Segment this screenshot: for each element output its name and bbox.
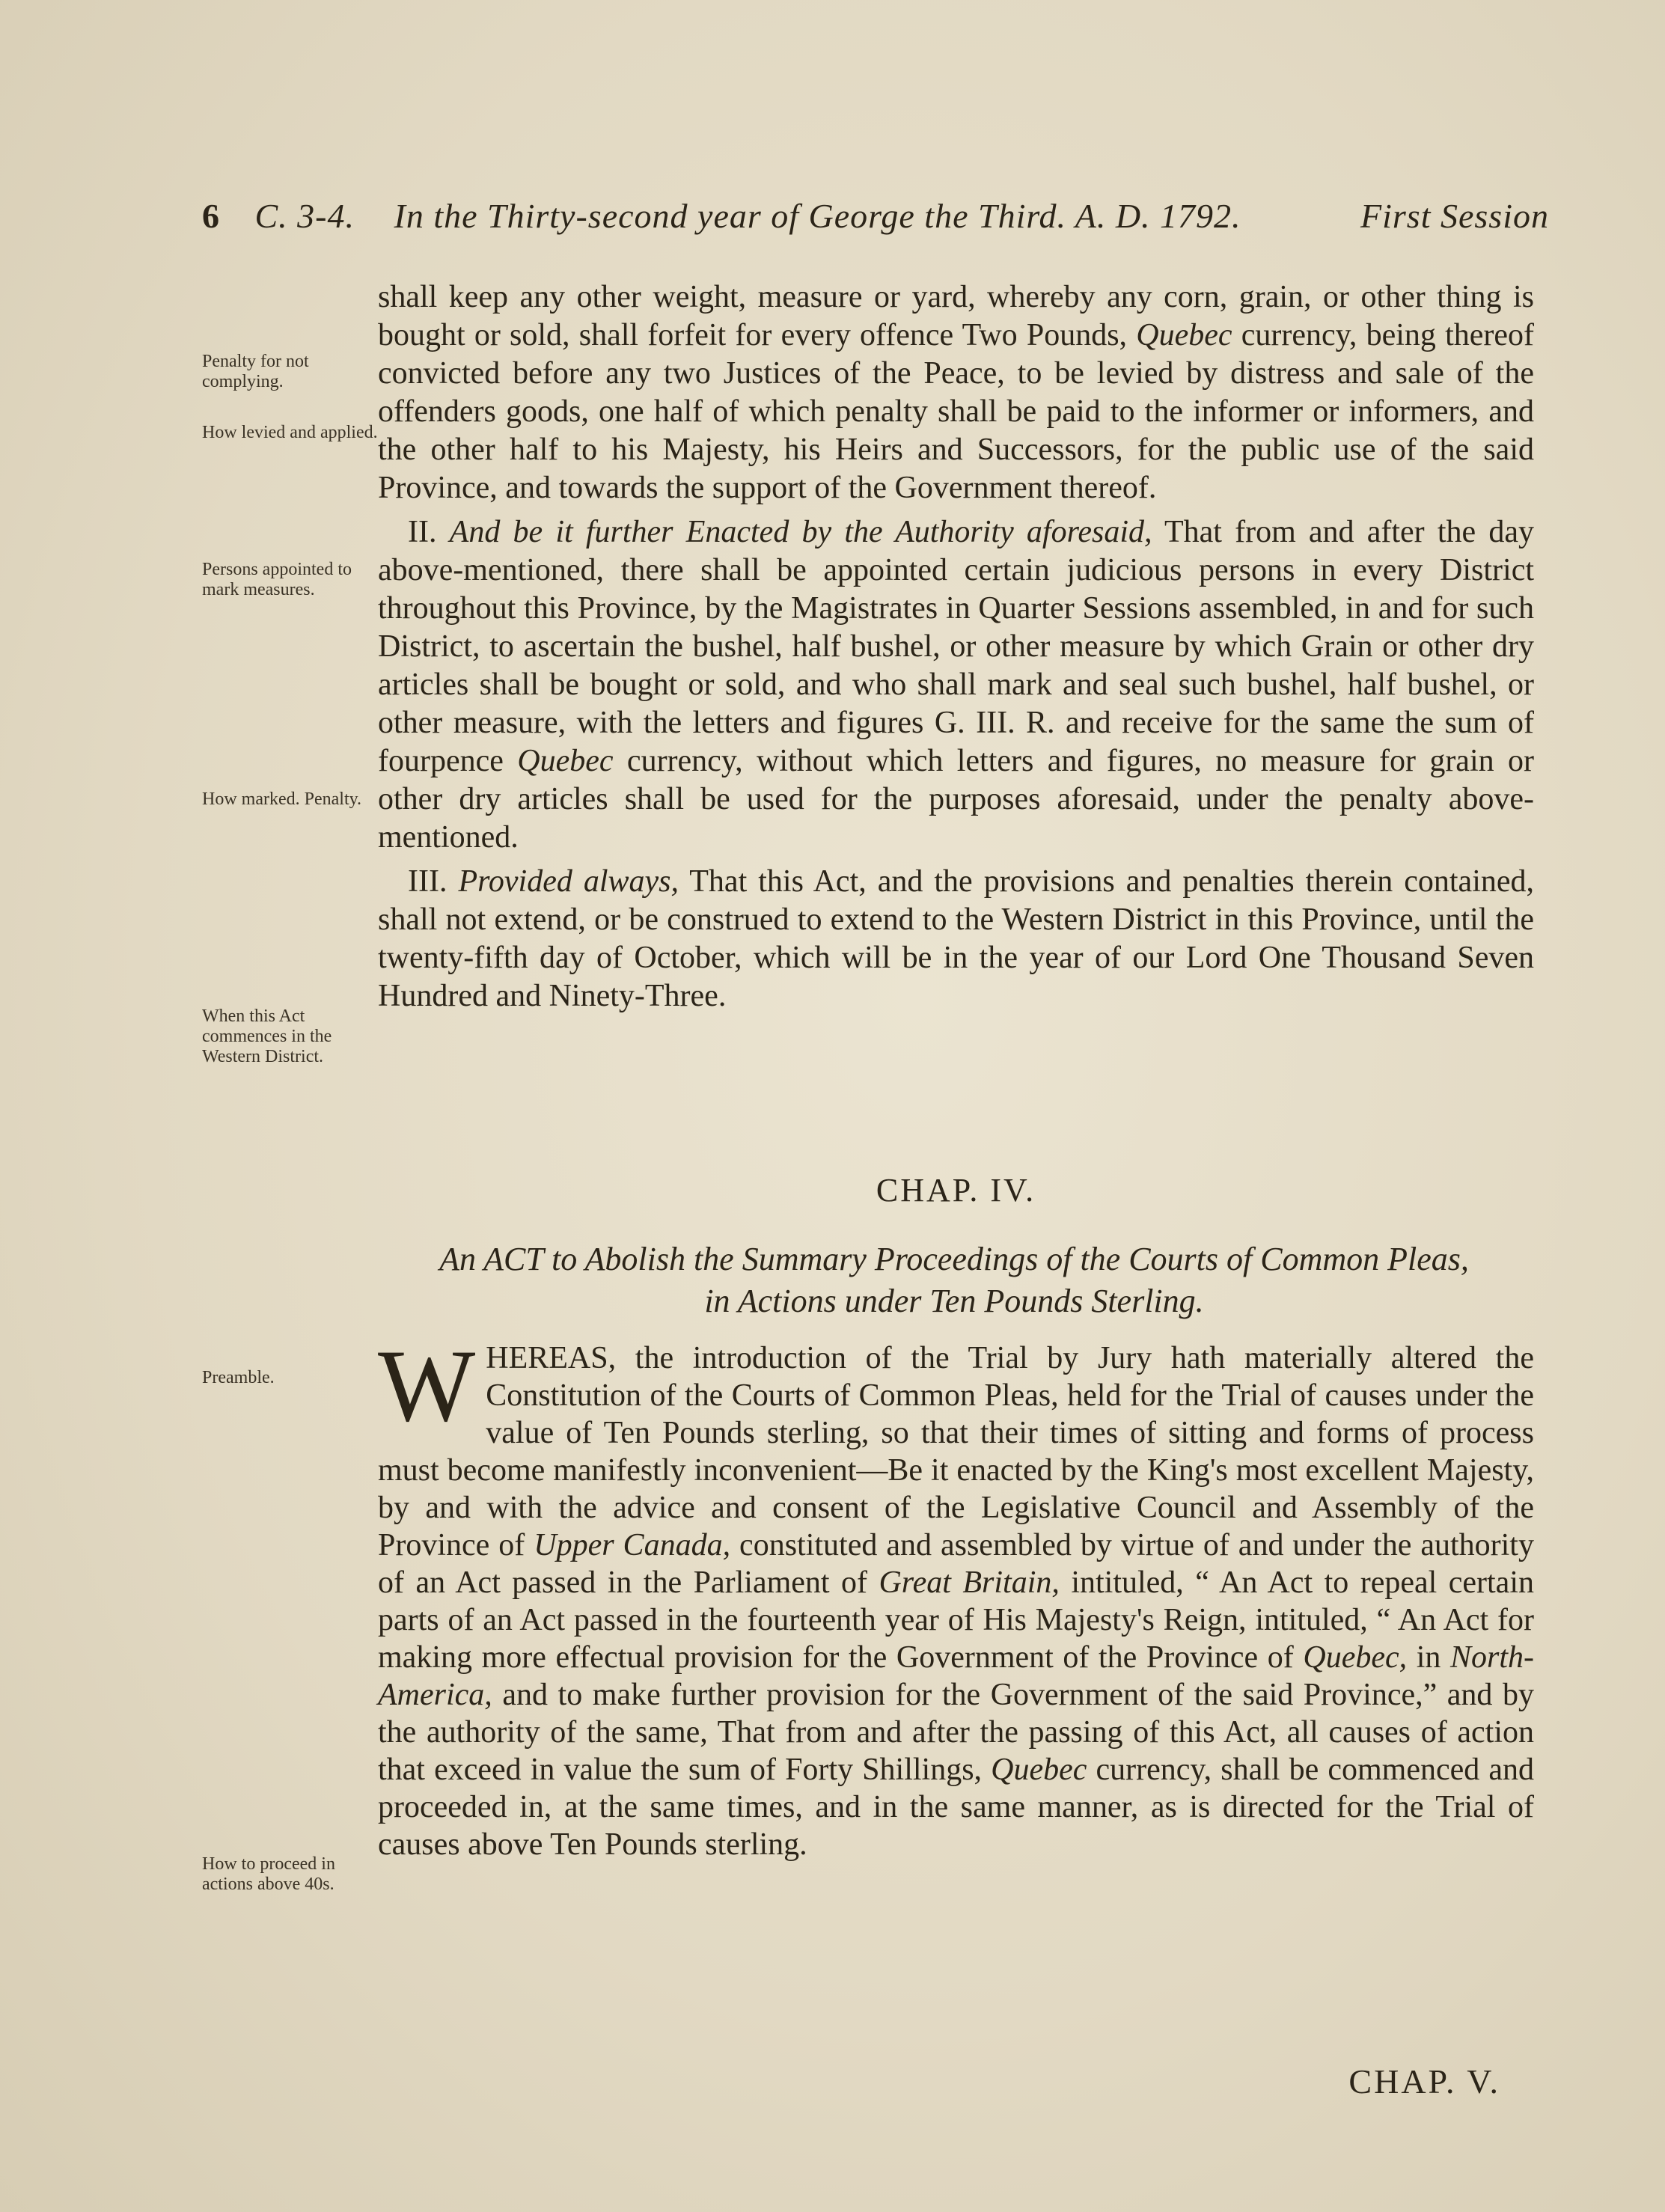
preamble-t5: and to make further provision for the Government of the said Province,” and by the authority of the same, That from and after the passing of this Act, all causes of action that exceed in value the sum of Forty Shillings, <box>378 1678 1534 1787</box>
preamble-t1: the introduction of the Trial by Jury hath materially altered the Constitution of the Courts of Common Pleas, held for the Trial of causes under the value of Ten Pounds sterling, so that their times of sitting and forms of process must become manifestly inconvenient—Be it enacted by the King's most excellent Majesty, by and with the advice and consent of the Legislative Council and Assembly of the Province of <box>378 1341 1534 1562</box>
preamble-t2: constituted and assembled by virtue of and under the authority of an Act passed in the Parliament of <box>378 1528 1534 1600</box>
act-title-line-2: in Actions under Ten Pounds Sterling. <box>704 1283 1204 1319</box>
margin-note-persons: Persons appointed to mark measures. <box>202 560 352 599</box>
running-head-chapter: C. 3-4. <box>254 197 355 235</box>
p3-italic: Provided always, <box>458 864 679 899</box>
page-mark: 6 <box>202 197 220 235</box>
p2-italic-2: Quebec <box>517 744 614 778</box>
paragraph-1 <box>378 278 1534 507</box>
p1-text2: currency, being thereof convicted before any two Justices of the Peace, to be levied by distress and sale of the offenders goods, one half of which penalty shall be paid to the informer or informers, and the other half to his Majesty, his Heirs and Successors, for the public use of the said Province, and towards the support of the Government thereof. <box>378 318 1535 505</box>
p2-text2: currency, without which letters and figures, no measure for grain or other dry articles shall be used for the purposes aforesaid, under the penalty above-mentioned. <box>378 744 1534 855</box>
catchword: CHAP. V. <box>1348 2062 1500 2101</box>
margin-note-actions: How to proceed in actions above 40s. <box>202 1854 335 1894</box>
p1-text: shall keep any other weight, measure or yard, whereby any corn, grain, or other thing is bought or sold, shall forfeit for every offence Two Pounds, <box>378 280 1534 352</box>
preamble-text <box>378 1328 1534 1863</box>
margin-note-penalty: Penalty for not complying. <box>202 352 309 391</box>
running-head <box>202 196 1549 256</box>
margin-note-preamble: Preamble. <box>202 1368 275 1387</box>
p2-text: That from and after the day above-mentioned, there shall be appointed certain judicious persons in every District throughout this Province, by the Magistrates in Quarter Sessions assembled, in and for such District, to ascertain the bushel, half bushel, or other measure by which Grain or other dry articles shall be bought or sold, and who shall mark and seal such bushel, half bushel, or other measure, with the letters and figures G. III. R. and receive for the same the sum of fourpence <box>378 515 1534 778</box>
section-number-ii: II. <box>408 515 437 549</box>
paragraph-3 <box>378 863 1534 1015</box>
preamble-t4: in <box>1407 1640 1450 1675</box>
p1-italic: Quebec <box>1136 318 1232 352</box>
paragraph-2 <box>378 513 1534 857</box>
chapter-iii-text <box>378 278 1534 1015</box>
preamble-lead: HEREAS, <box>486 1341 617 1375</box>
preamble-t3: intituled, “ An Act to repeal certain parts of an Act passed in the fourteenth year of His Majesty's Reign, intituled, “ An Act for making more effectual provision for the Government of the Province of <box>378 1565 1534 1675</box>
running-head-title: In the Thirty-second year of George the Third. A. D. 1792. <box>394 197 1241 235</box>
preamble-paragraph <box>378 1328 1534 1863</box>
running-head-session: First Session <box>1360 197 1549 235</box>
margin-note-western: When this Act commences in the Western District. <box>202 1006 332 1066</box>
drop-cap: W <box>378 1328 476 1443</box>
preamble-i3: Quebec, <box>1303 1640 1408 1675</box>
preamble-i1: Upper Canada, <box>534 1528 731 1562</box>
margin-note-marked: How marked. Penalty. <box>202 789 362 809</box>
chapter-heading: CHAP. IV. <box>876 1172 1036 1209</box>
preamble-t6: currency, shall be commenced and proceeded in, at the same times, and in the same manner, as is directed for the Trial of causes above Ten Pounds sterling. <box>378 1753 1534 1862</box>
p2-italic: And be it further Enacted by the Authority aforesaid, <box>449 515 1152 549</box>
preamble-i2: Great Britain, <box>879 1565 1060 1600</box>
section-number-iii: III. <box>408 864 447 899</box>
p3-text: That this Act, and the provisions and penalties therein contained, shall not extend, or be construed to extend to the Western District in this Province, until the twenty-fifth day of October, which will be in the year of our Lord One Thousand Seven Hundred and Ninety-Three. <box>378 864 1534 1013</box>
margin-note-levied: How levied and applied. <box>202 423 378 442</box>
act-title <box>363 1238 1545 1322</box>
act-title-line-1: An ACT to Abolish the Summary Proceedings of the Courts of Common Pleas, <box>439 1241 1469 1277</box>
preamble-i4: North-America, <box>378 1640 1534 1712</box>
preamble-i5: Quebec <box>991 1753 1087 1787</box>
